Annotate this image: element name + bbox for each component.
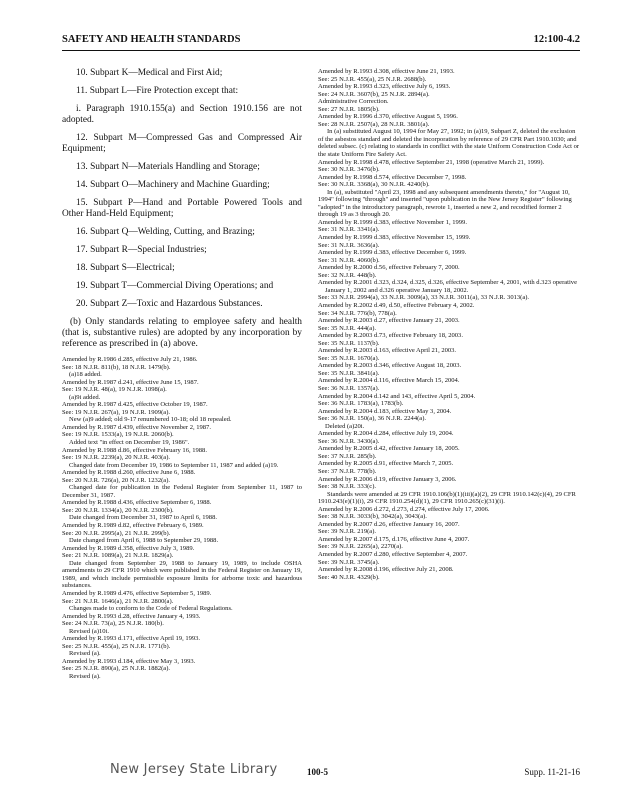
amendment-citation: See: 31 N.J.R. 3636(a).: [318, 241, 380, 249]
subpart-item: 13. Subpart N—Materials Handling and Storage;: [76, 162, 260, 172]
amendment-comment: Deleted (a)20i.: [325, 422, 365, 430]
amendment-citation: Amended by R.2002 d.49, d.50, effective February 4, 2002.: [318, 301, 475, 309]
amendment-citation: Amended by R.2004 d.284, effective July 19, 2004.: [318, 430, 454, 438]
amendment-citation: See: 18 N.J.R. 811(b), 18 N.J.R. 1479(b).: [62, 363, 171, 371]
history-notes-left: [62, 356, 302, 681]
amendment-comment: Revised (a)10i.: [69, 627, 109, 635]
amendment-comment: In (a) substituted August 10, 1994 for May 27, 1992; in (a)19, Subpart Z, deleted the exclusion of the asbestos standard and deleted the incorporation by reference of 29 CFR Part 1910.1030; and deleted subsec. (c) relating to standards in conflict with the state Uniform Construction Code Act or the state Uniform Fire Safety Act.: [318, 128, 580, 159]
subpart-item: 16. Subpart Q—Welding, Cutting, and Brazing;: [76, 227, 255, 237]
header-rule: [62, 50, 580, 51]
amendment-citation: Amended by R.1987 d.425, effective October 19, 1987.: [62, 401, 208, 409]
amendment-citation: See: 27 N.J.R. 1805(b).: [318, 105, 380, 113]
subpart-list: [62, 68, 302, 310]
subpart-item: 10. Subpart K—Medical and First Aid;: [76, 68, 223, 78]
library-watermark: New Jersey State Library: [110, 762, 278, 777]
amendment-citation: Amended by R.1993 d.171, effective April 19, 1993.: [62, 635, 201, 643]
right-column: [318, 68, 580, 581]
amendment-citation: Amended by R.1989 d.82, effective February 6, 1989.: [62, 522, 204, 530]
amendment-citation: Amended by R.1988 d.436, effective September 6, 1988.: [62, 499, 212, 507]
amendment-citation: See: 24 N.J.R. 3607(b), 25 N.J.R. 2894(a).: [318, 90, 430, 98]
amendment-citation: Amended by R.1993 d.28, effective January 4, 1993.: [62, 612, 201, 620]
amendment-citation: See: 36 N.J.R. 150(a), 36 N.J.R. 2244(a).: [318, 415, 427, 423]
amendment-citation: See: 33 N.J.R. 2994(a), 33 N.J.R. 3009(a), 33 N.J.R. 3011(a), 33 N.J.R. 3013(a).: [318, 294, 530, 302]
amendment-citation: Amended by R.2004 d.116, effective March 15, 2004.: [318, 377, 460, 385]
running-header: [62, 34, 580, 48]
amendment-citation: Amended by R.1988 d.86, effective February 16, 1988.: [62, 446, 207, 454]
amendment-citation: See: 19 N.J.R. 2239(a), 20 N.J.R. 403(a).: [62, 454, 171, 462]
amendment-citation: Amended by R.2007 d.175, d.176, effective June 4, 2007.: [318, 535, 470, 543]
amendment-citation: Amended by R.2007 d.280, effective September 4, 2007.: [318, 551, 468, 558]
page-number: 100-5: [307, 767, 328, 777]
amendment-citation: See: 20 N.J.R. 1334(a), 20 N.J.R. 2300(b).: [62, 506, 174, 514]
subpart-item: 18. Subpart S—Electrical;: [76, 263, 175, 273]
amendment-citation: See: 31 N.J.R. 4060(b).: [318, 256, 380, 264]
amendment-citation: See: 28 N.J.R. 2507(a), 28 N.J.R. 3801(a).: [318, 120, 430, 128]
section-number: 12:100-4.2: [533, 34, 580, 45]
amendment-citation: See: 21 N.J.R. 1089(a), 21 N.J.R. 1829(a).: [62, 552, 174, 560]
amendment-citation: See: 21 N.J.R. 1646(a), 21 N.J.R. 2800(a).: [62, 597, 174, 605]
subpart-item: 14. Subpart O—Machinery and Machine Guarding;: [76, 180, 270, 190]
amendment-citation: See: 36 N.J.R. 1357(a).: [318, 384, 380, 392]
paragraph-b: (b) Only standards relating to employee safety and health (that is, substantive rules) are adopted by any incorporation by reference as prescribed in (a) above.: [62, 317, 302, 349]
amendment-citation: See: 38 N.J.R. 333(c).: [318, 483, 377, 491]
amendment-citation: See: 19 N.J.R. 1533(a), 19 N.J.R. 2060(b).: [62, 431, 174, 439]
amendment-citation: See: 30 N.J.R. 3368(a), 30 N.J.R. 4240(b).: [318, 181, 430, 189]
amendment-citation: See: 36 N.J.R. 3430(a).: [318, 437, 380, 445]
amendment-comment: New (a)9 added; old 9-17 renumbered 10-18; old 18 repealed.: [69, 416, 232, 424]
amendment-citation: Amended by R.1987 d.241, effective June 15, 1987.: [62, 378, 199, 386]
subpart-item: 19. Subpart T—Commercial Diving Operations; and: [76, 281, 274, 291]
amendment-citation: Amended by R.2008 d.196, effective July 21, 2008.: [318, 566, 454, 574]
amendment-comment: Standards were amended at 29 CFR 1910.106(b)(1)(iii)(a)(2), 29 CFR 1910.142(c)(4), 29 CFR 1910.243(e)(1)(i), 29 CFR 1910.254(d)(1), 29 CFR 1910.265(c)(31)(i).: [318, 490, 576, 506]
amendment-citation: Amended by R.1988 d.260, effective June 6, 1988.: [62, 469, 196, 477]
subpart-item: i. Paragraph 1910.155(a) and Section 1910.156 are not adopted.: [62, 104, 302, 125]
amendment-comment: Changed date for publication in the Federal Register from September 11, 1987 to December 31, 1987.: [62, 484, 302, 499]
amendment-comment: Date changed from September 29, 1988 to January 19, 1989, to include OSHA amendments to 29 CFR 1910 which were published in the Federal Register on January 19, 1989, and which include permissible exposure limits for airborne toxic and hazardous substances.: [62, 559, 302, 590]
amendment-citation: Amended by R.2003 d.73, effective February 18, 2003.: [318, 332, 463, 340]
amendment-citation: Administrative Correction.: [318, 98, 389, 106]
amendment-citation: Amended by R.2006 d.19, effective January 3, 2006.: [318, 475, 457, 483]
page-footer: [62, 764, 580, 784]
amendment-citation: See: 39 N.J.R. 2265(a), 2270(a).: [318, 543, 403, 551]
amendment-comment: Date changed from December 31, 1987 to April 6, 1988.: [69, 514, 217, 522]
amendment-citation: Amended by R.1987 d.439, effective November 2, 1987.: [62, 423, 211, 431]
amendment-comment: (a)18 added.: [69, 371, 102, 379]
amendment-citation: See: 31 N.J.R. 3341(a).: [318, 226, 380, 234]
amendment-citation: Amended by R.2006 d.272, d.273, d.274, effective July 17, 2006.: [318, 505, 490, 513]
amendment-comment: Date changed from April 6, 1988 to September 29, 1988.: [69, 537, 219, 545]
amendment-citation: See: 38 N.J.R. 3033(b), 3042(a), 3043(a).: [318, 513, 427, 521]
subpart-item: 15. Subpart P—Hand and Portable Powered Tools and Other Hand-Held Equipment;: [62, 198, 302, 219]
history-notes-right: [318, 68, 580, 581]
amendment-citation: Amended by R.1999 d.383, effective December 6, 1999.: [318, 249, 467, 257]
amendment-citation: Amended by R.2001 d.323, d.324, d.325, d.326, effective September 4, 2001, with d.323 operative January 1, 2002 and d.326 operative January 18, 2002.: [318, 279, 577, 294]
amendment-citation: Amended by R.1998 d.478, effective September 21, 1998 (operative March 21, 1999).: [318, 158, 545, 166]
amendment-citation: See: 25 N.J.R. 455(a), 25 N.J.R. 2688(b).: [318, 75, 427, 83]
amendment-comment: (a)9i added.: [69, 393, 101, 401]
amendment-citation: See: 20 N.J.R. 2995(a), 21 N.J.R. 299(b).: [62, 529, 171, 537]
amendment-comment: Revised (a).: [69, 672, 101, 680]
amendment-citation: See: 37 N.J.R. 778(b).: [318, 467, 377, 475]
amendment-citation: See: 34 N.J.R. 776(b), 778(a).: [318, 309, 397, 317]
amendment-citation: Amended by R.2003 d.27, effective January 21, 2003.: [318, 317, 460, 325]
amendment-citation: Amended by R.1986 d.285, effective July 21, 1986.: [62, 356, 198, 363]
amendment-citation: Amended by R.1996 d.370, effective August 5, 1996.: [318, 113, 458, 121]
amendment-citation: Amended by R.2007 d.26, effective January 16, 2007.: [318, 520, 460, 528]
amendment-citation: See: 19 N.J.R. 48(a), 19 N.J.R. 1098(a).: [62, 386, 167, 394]
amendment-comment: Changed date from December 19, 1986 to September 11, 1987 and added (a)19.: [69, 461, 279, 469]
amendment-citation: Amended by R.1989 d.358, effective July 3, 1989.: [62, 544, 195, 552]
amendment-citation: Amended by R.2003 d.163, effective April 21, 2003.: [318, 347, 457, 355]
amendment-comment: Revised (a).: [69, 650, 101, 658]
amendment-citation: Amended by R.1998 d.574, effective December 7, 1998.: [318, 173, 467, 181]
amendment-citation: Amended by R.1993 d.184, effective May 3, 1993.: [62, 657, 196, 665]
amendment-citation: See: 40 N.J.R. 4329(b).: [318, 573, 380, 581]
subpart-item: 20. Subpart Z—Toxic and Hazardous Substances.: [76, 299, 263, 309]
amendment-citation: Amended by R.2005 d.91, effective March 7, 2005.: [318, 460, 454, 468]
amendment-citation: See: 20 N.J.R. 726(a), 20 N.J.R. 1232(a).: [62, 476, 171, 484]
amendment-citation: See: 35 N.J.R. 1137(b).: [318, 339, 380, 347]
section-title: SAFETY AND HEALTH STANDARDS: [62, 34, 241, 45]
amendment-citation: Amended by R.2004 d.183, effective May 3, 2004.: [318, 407, 452, 415]
amendment-citation: Amended by R.2004 d.142 and 143, effective April 5, 2004.: [318, 392, 476, 400]
left-column: [62, 68, 302, 681]
amendment-citation: Amended by R.1999 d.383, effective November 1, 1999.: [318, 218, 467, 226]
amendment-citation: See: 25 N.J.R. 890(a), 25 N.J.R. 1882(a).: [62, 665, 171, 673]
amendment-comment: In (a), substituted "April 23, 1998 and any subsequent amendments thereto," for "August 10, 1994" following "through" and inserted "upon publication in the New Jersey Register" following "adopted" in the introductory paragraph, rewrote 1, inserted a new 2, and recodified former 2 through 19 as 3 through 20.: [318, 188, 572, 219]
amendment-comment: Changes made to conform to the Code of Federal Regulations.: [69, 605, 233, 613]
amendment-citation: See: 36 N.J.R. 1783(a), 1783(b).: [318, 400, 404, 408]
amendment-citation: Amended by R.1989 d.476, effective September 5, 1989.: [62, 589, 212, 597]
amendment-citation: Amended by R.2000 d.56, effective February 7, 2000.: [318, 264, 460, 272]
subpart-item: 11. Subpart L—Fire Protection except that:: [76, 86, 239, 96]
amendment-citation: See: 35 N.J.R. 444(a).: [318, 324, 377, 332]
amendment-citation: See: 24 N.J.R. 73(a), 25 N.J.R. 180(b).: [62, 620, 164, 628]
subpart-item: 17. Subpart R—Special Industries;: [76, 245, 207, 255]
amendment-comment: Added text "in effect on December 19, 1986".: [69, 439, 190, 447]
amendment-citation: See: 37 N.J.R. 285(b).: [318, 452, 377, 460]
amendment-citation: See: 35 N.J.R. 1670(a).: [318, 354, 380, 362]
amendment-citation: See: 39 N.J.R. 219(a).: [318, 528, 377, 536]
amendment-citation: Amended by R.1993 d.323, effective July 6, 1993.: [318, 83, 451, 91]
amendment-citation: Amended by R.1999 d.383, effective November 15, 1999.: [318, 234, 471, 242]
amendment-citation: See: 32 N.J.R. 448(b).: [318, 271, 377, 279]
supplement-date: Supp. 11-21-16: [524, 767, 580, 777]
amendment-citation: See: 30 N.J.R. 3476(b).: [318, 166, 380, 174]
amendment-citation: See: 25 N.J.R. 455(a), 25 N.J.R. 1771(b).: [62, 642, 171, 650]
subpart-item: 12. Subpart M—Compressed Gas and Compressed Air Equipment;: [62, 133, 302, 154]
amendment-citation: See: 19 N.J.R. 267(a), 19 N.J.R. 1909(a).: [62, 408, 171, 416]
amendment-citation: Amended by R.2005 d.42, effective January 18, 2005.: [318, 445, 460, 453]
amendment-citation: Amended by R.2003 d.346, effective August 18, 2003.: [318, 362, 462, 370]
amendment-citation: See: 39 N.J.R. 3745(a).: [318, 558, 380, 566]
amendment-citation: See: 35 N.J.R. 3841(a).: [318, 369, 380, 377]
amendment-citation: Amended by R.1993 d.308, effective June 21, 1993.: [318, 68, 455, 75]
